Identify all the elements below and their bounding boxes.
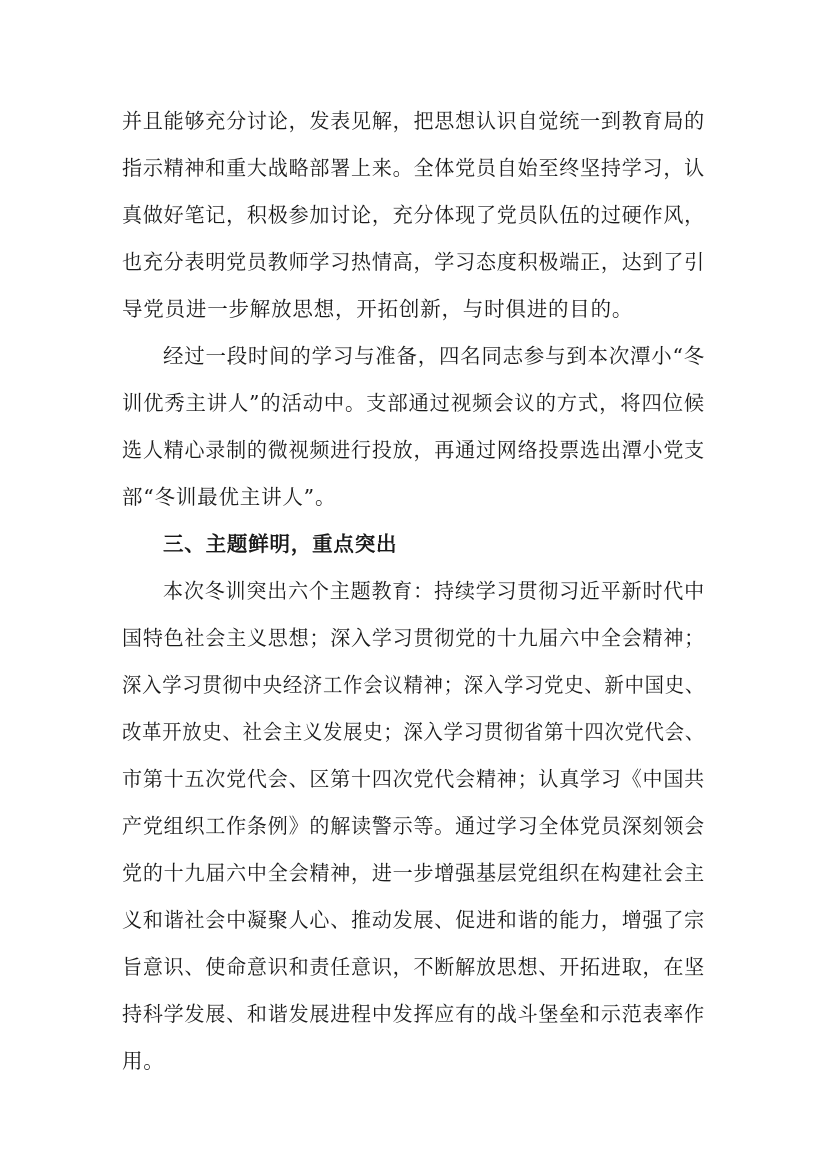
paragraph-line: 导党员进一步解放思想，开拓创新，与时俱进的目的。 bbox=[122, 297, 634, 321]
paragraph-line: 训优秀主讲人”的活动中。支部通过视频会议的方式，将四位候 bbox=[122, 391, 705, 415]
paragraph-line: 改革开放史、社会主义发展史；深入学习贯彻省第十四次党代会、 bbox=[122, 720, 705, 744]
paragraph-line: 旨意识、使命意识和责任意识，不断解放思想、开拓进取，在坚 bbox=[122, 955, 705, 979]
paragraph-line: 部“冬训最优主讲人”。 bbox=[122, 485, 337, 509]
paragraph-line: 选人精心录制的微视频进行投放，再通过网络投票选出潭小党支 bbox=[122, 438, 705, 462]
paragraph-line: 产党组织工作条例》的解读警示等。通过学习全体党员深刻领会 bbox=[122, 814, 705, 838]
paragraph-line: 也充分表明党员教师学习热情高，学习态度积极端正，达到了引 bbox=[122, 250, 705, 274]
paragraph-line: 持科学发展、和谐发展进程中发挥应有的战斗堡垒和示范表率作 bbox=[122, 1002, 705, 1026]
paragraph-line: 义和谐社会中凝聚人心、推动发展、促进和谐的能力，增强了宗 bbox=[122, 908, 705, 932]
paragraph-line: 经过一段时间的学习与准备，四名同志参与到本次潭小“冬 bbox=[163, 344, 705, 368]
paragraph-line: 市第十五次党代会、区第十四次党代会精神；认真学习《中国共 bbox=[122, 767, 705, 791]
paragraph-line: 指示精神和重大战略部署上来。全体党员自始至终坚持学习，认 bbox=[122, 156, 705, 180]
paragraph-line: 深入学习贯彻中央经济工作会议精神；深入学习党史、新中国史、 bbox=[122, 673, 705, 697]
paragraph-line: 国特色社会主义思想；深入学习贯彻党的十九届六中全会精神； bbox=[122, 626, 705, 650]
paragraph-line: 党的十九届六中全会精神，进一步增强基层党组织在构建社会主 bbox=[122, 861, 705, 885]
section-heading: 三、主题鲜明，重点突出 bbox=[163, 532, 398, 556]
paragraph-line: 本次冬训突出六个主题教育：持续学习贯彻习近平新时代中 bbox=[163, 579, 706, 603]
paragraph-line: 并且能够充分讨论，发表见解，把思想认识自觉统一到教育局的 bbox=[122, 109, 705, 133]
paragraph-line: 用。 bbox=[122, 1049, 165, 1073]
paragraph-line: 真做好笔记，积极参加讨论，充分体现了党员队伍的过硬作风， bbox=[122, 203, 705, 227]
